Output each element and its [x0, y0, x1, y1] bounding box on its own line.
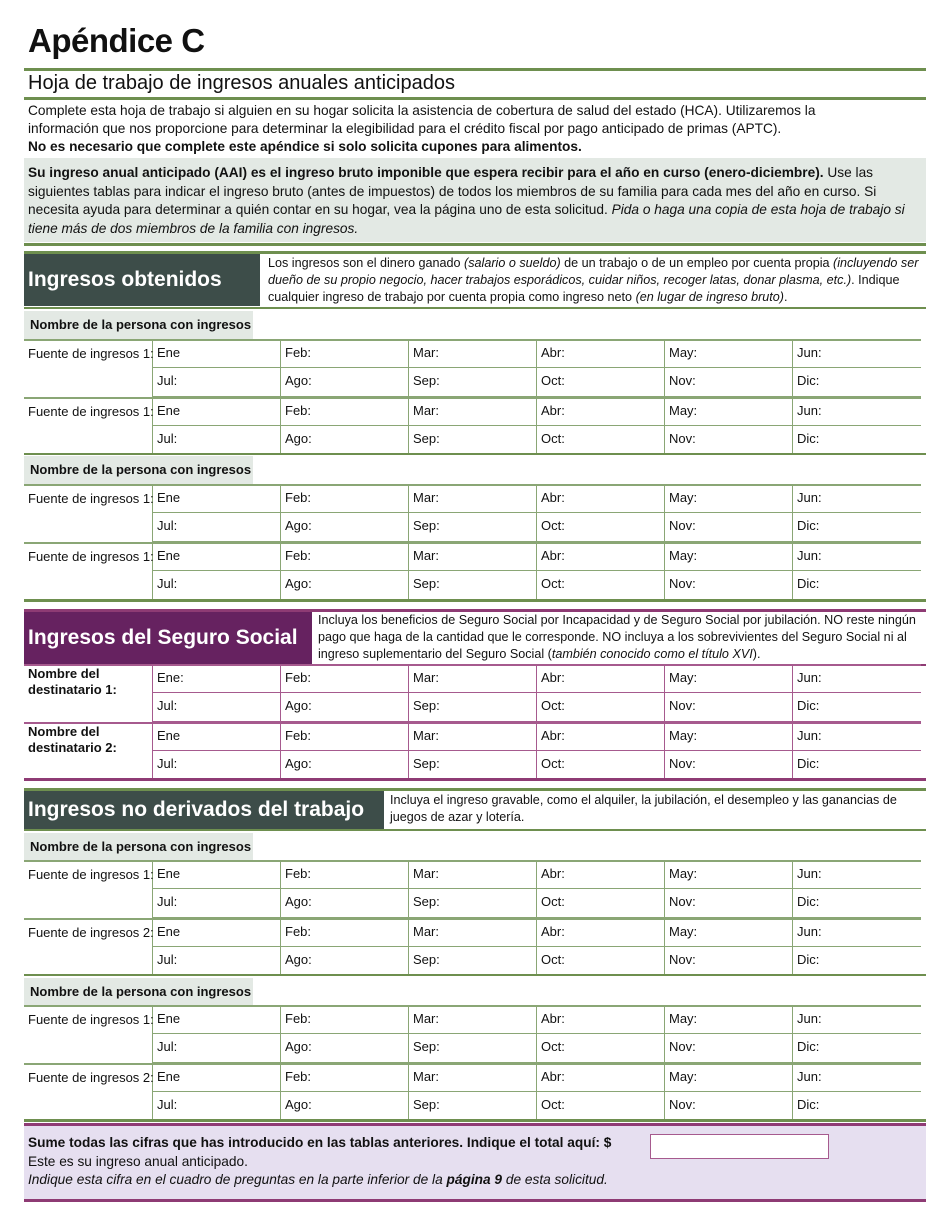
month-field-m6[interactable]: Jun: [797, 924, 822, 939]
month-field-m5[interactable]: May: [669, 670, 698, 685]
month-field-m1[interactable]: Ene: [157, 670, 184, 685]
month-field-m2[interactable]: Feb: [285, 728, 312, 743]
month-field-m5[interactable]: May: [669, 924, 698, 939]
month-field-m2-second-half[interactable]: Ago: [285, 1097, 312, 1112]
month-field-m1[interactable]: Ene [157, 403, 181, 418]
month-field-m4[interactable]: Abr: [541, 403, 565, 418]
month-field-m4-second-half[interactable]: Oct: [541, 576, 565, 591]
source-label: Fuente de ingresos 1: [28, 346, 154, 361]
month-field-m4-second-half[interactable]: Oct: [541, 756, 565, 771]
intro-line-2: información que nos proporcione para determinar la elegibilidad para el crédito fiscal por pago anticipado de primas (APTC). [28, 121, 782, 136]
month-field-m5[interactable]: May: [669, 345, 698, 360]
unearned-header-rule [24, 829, 926, 831]
column-divider [664, 724, 665, 780]
month-field-m5-second-half[interactable]: Nov: [669, 1039, 696, 1054]
month-field-m5[interactable]: May: [669, 490, 698, 505]
total-summary-box [24, 1126, 926, 1199]
month-field-m3[interactable]: Mar: [413, 866, 439, 881]
month-field-m1[interactable]: Ene [157, 490, 181, 505]
column-divider [536, 724, 537, 780]
social-section-title: Ingresos del Seguro Social [24, 612, 312, 664]
month-field-m4[interactable]: Abr: [541, 924, 565, 939]
month-field-m5-second-half[interactable]: Nov: [669, 373, 696, 388]
column-divider [536, 341, 537, 397]
summary-top-rule [24, 1123, 926, 1126]
month-field-m1-second-half[interactable]: Jul: [157, 952, 178, 967]
month-field-m3[interactable]: Mar: [413, 1011, 439, 1026]
column-divider [792, 544, 793, 600]
unearned-description: Incluya el ingreso gravable, como el alquiler, la jubilación, el desempleo y las ganancias de juegos de azar y lotería. [390, 793, 897, 824]
column-divider [408, 399, 409, 455]
column-divider [792, 920, 793, 976]
unearned-person-1-end-rule [24, 974, 926, 976]
month-field-m6[interactable]: Jun: [797, 866, 822, 881]
month-field-m2-second-half[interactable]: Ago: [285, 894, 312, 909]
total-page-reference: Indique esta cifra en el cuadro de preguntas en la parte inferior de la página 9 de esta solicitud. [28, 1172, 608, 1187]
source-label: Fuente de ingresos 2: [28, 1070, 154, 1085]
unearned-person-2-source-2 [24, 1063, 921, 1121]
month-field-m4-second-half[interactable]: Oct: [541, 894, 565, 909]
column-divider [536, 1065, 537, 1121]
intro-line-1: Complete esta hoja de trabajo si alguien en su hogar solicita la asistencia de cobertura de salud del estado (HCA). Utilizaremos la [28, 103, 816, 118]
month-field-m1-second-half[interactable]: Jul: [157, 373, 178, 388]
month-field-m5[interactable]: May: [669, 403, 698, 418]
earned-person-1-source-1 [24, 339, 921, 397]
month-field-m4-second-half[interactable]: Oct: [541, 952, 565, 967]
column-divider [408, 724, 409, 780]
row-top-rule [24, 664, 921, 666]
month-field-m1-second-half[interactable]: Jul: [157, 576, 178, 591]
unearned-section-title: Ingresos no derivados del trabajo [24, 791, 384, 829]
month-field-m1[interactable]: Ene [157, 924, 181, 939]
month-field-m1-second-half[interactable]: Jul: [157, 1039, 178, 1054]
row-top-rule [24, 918, 921, 920]
month-field-m3-second-half[interactable]: Sep: [413, 894, 440, 909]
aai-italic: Pida o haga una copia de esta hoja de trabajo si tiene más de dos miembros de la familia con ingresos. [28, 202, 905, 236]
month-field-m6-second-half[interactable]: Dic: [797, 1097, 820, 1112]
month-field-m3-second-half[interactable]: Sep: [413, 576, 440, 591]
column-divider [664, 862, 665, 918]
month-field-m6[interactable]: Jun: [797, 345, 822, 360]
row-top-rule [24, 397, 921, 399]
month-field-m5[interactable]: May: [669, 1069, 698, 1084]
month-field-m6-second-half[interactable]: Dic: [797, 518, 820, 533]
source-label: Nombre del destinatario 1: [28, 666, 117, 697]
month-field-m2[interactable]: Feb: [285, 924, 312, 939]
earned-header-rule [24, 307, 926, 309]
month-field-m6[interactable]: Jun: [797, 1069, 822, 1084]
month-field-m1-second-half[interactable]: Jul: [157, 1097, 178, 1112]
person-name-label: Nombre de la persona con ingresos [24, 833, 253, 861]
aai-info-box [24, 158, 926, 242]
column-divider [280, 544, 281, 600]
column-divider [408, 486, 409, 542]
source-label: Fuente de ingresos 1: [28, 404, 154, 419]
column-divider [792, 341, 793, 397]
month-field-m4[interactable]: Abr: [541, 548, 565, 563]
aai-bottom-rule [24, 243, 926, 246]
person-name-label: Nombre de la persona con ingresos [24, 978, 253, 1006]
month-field-m2[interactable]: Feb: [285, 490, 312, 505]
column-divider [280, 399, 281, 455]
month-field-m2-second-half[interactable]: Ago: [285, 373, 312, 388]
month-field-m3-second-half[interactable]: Sep: [413, 1097, 440, 1112]
month-field-m2[interactable]: Feb: [285, 548, 312, 563]
month-field-m6[interactable]: Jun: [797, 548, 822, 563]
column-divider [536, 486, 537, 542]
month-field-m2-second-half[interactable]: Ago: [285, 698, 312, 713]
month-field-m6-second-half[interactable]: Dic: [797, 431, 820, 446]
source-label: Fuente de ingresos 1: [28, 549, 154, 564]
month-field-m4[interactable]: Abr: [541, 670, 565, 685]
month-field-m3-second-half[interactable]: Sep: [413, 518, 440, 533]
earned-person-2-source-2 [24, 542, 921, 600]
month-field-m3[interactable]: Mar: [413, 490, 439, 505]
month-field-m6[interactable]: Jun: [797, 1011, 822, 1026]
person-name-label: Nombre de la persona con ingresos [24, 311, 253, 339]
earned-person-2-source-1 [24, 484, 921, 542]
month-field-m6[interactable]: Jun: [797, 670, 822, 685]
column-divider [792, 666, 793, 722]
month-field-m3[interactable]: Mar: [413, 345, 439, 360]
month-field-m5[interactable]: May: [669, 866, 698, 881]
subtitle-rule [24, 97, 926, 100]
column-divider [280, 1007, 281, 1063]
column-divider [792, 1007, 793, 1063]
column-divider [664, 666, 665, 722]
month-field-m6-second-half[interactable]: Dic: [797, 373, 820, 388]
month-field-m1[interactable]: Ene [157, 866, 181, 881]
month-field-m4[interactable]: Abr: [541, 1069, 565, 1084]
month-field-m6-second-half[interactable]: Dic: [797, 894, 820, 909]
source-label: Fuente de ingresos 1: [28, 491, 154, 506]
month-field-m5-second-half[interactable]: Nov: [669, 518, 696, 533]
column-divider [280, 666, 281, 722]
page-subtitle: Hoja de trabajo de ingresos anuales anticipados [28, 72, 455, 94]
column-divider [280, 920, 281, 976]
month-field-m4[interactable]: Abr: [541, 345, 565, 360]
column-divider [536, 862, 537, 918]
earned-section-title: Ingresos obtenidos [24, 254, 260, 306]
month-field-m1[interactable]: Ene [157, 345, 181, 360]
social-description: Incluya los beneficios de Seguro Social por Incapacidad y de Seguro Social por jubilación. NO reste ningún pago que haga de la cantidad que le corresponde. NO incluya a los sobrevivientes del Seguro Social ni al ingreso suplementario del Seguro Social (también conocido como el título XVI). [318, 613, 916, 661]
month-field-m1[interactable]: Ene [157, 728, 181, 743]
month-field-m2-second-half[interactable]: Ago: [285, 431, 312, 446]
month-field-m2[interactable]: Feb: [285, 403, 312, 418]
social-end-rule [24, 778, 926, 781]
column-divider [792, 486, 793, 542]
column-divider [536, 666, 537, 722]
month-field-m4[interactable]: Abr: [541, 866, 565, 881]
page-title: Apéndice C [28, 22, 205, 59]
month-field-m1-second-half[interactable]: Jul: [157, 431, 178, 446]
month-field-m5-second-half[interactable]: Nov: [669, 756, 696, 771]
social-recipient-2 [24, 722, 921, 780]
row-top-rule [24, 484, 921, 486]
column-divider [536, 1007, 537, 1063]
month-field-m3[interactable]: Mar: [413, 728, 439, 743]
column-divider [280, 1065, 281, 1121]
column-divider [664, 486, 665, 542]
month-field-m6[interactable]: Jun: [797, 728, 822, 743]
source-label: Nombre del destinatario 2: [28, 724, 117, 755]
month-field-m2-second-half[interactable]: Ago: [285, 952, 312, 967]
month-field-m4-second-half[interactable]: Oct: [541, 698, 565, 713]
month-field-m4[interactable]: Abr: [541, 1011, 565, 1026]
month-field-m3[interactable]: Mar: [413, 1069, 439, 1084]
month-field-m3-second-half[interactable]: Sep: [413, 756, 440, 771]
column-divider [536, 399, 537, 455]
month-field-m5-second-half[interactable]: Nov: [669, 698, 696, 713]
title-rule [24, 68, 926, 71]
unearned-person-2-source-1 [24, 1005, 921, 1063]
column-divider [792, 724, 793, 780]
column-divider [536, 920, 537, 976]
month-field-m2[interactable]: Feb: [285, 1011, 312, 1026]
column-divider [536, 544, 537, 600]
month-field-m6[interactable]: Jun: [797, 403, 822, 418]
month-field-m2[interactable]: Feb: [285, 866, 312, 881]
social-recipient-1 [24, 664, 921, 722]
row-top-rule [24, 542, 921, 544]
month-field-m2-second-half[interactable]: Ago: [285, 1039, 312, 1054]
month-field-m6-second-half[interactable]: Dic: [797, 952, 820, 967]
column-divider [408, 862, 409, 918]
month-field-m2-second-half[interactable]: Ago: [285, 518, 312, 533]
month-field-m3-second-half[interactable]: Sep: [413, 373, 440, 388]
column-divider [408, 666, 409, 722]
month-field-m4-second-half[interactable]: Oct: [541, 518, 565, 533]
source-label: Fuente de ingresos 1: [28, 1012, 154, 1027]
column-divider [664, 1065, 665, 1121]
month-field-m1[interactable]: Ene [157, 1011, 181, 1026]
month-field-m5-second-half[interactable]: Nov: [669, 952, 696, 967]
intro-bold-line: No es necesario que complete este apéndice si solo solicita cupones para alimentos. [28, 139, 582, 154]
earned-person-1-source-2 [24, 397, 921, 455]
month-field-m6-second-half[interactable]: Dic: [797, 698, 820, 713]
month-field-m5-second-half[interactable]: Nov: [669, 894, 696, 909]
unearned-person-1-source-2 [24, 918, 921, 976]
month-field-m3[interactable]: Mar: [413, 403, 439, 418]
month-field-m2[interactable]: Feb: [285, 1069, 312, 1084]
month-field-m1-second-half[interactable]: Jul: [157, 518, 178, 533]
column-divider [280, 862, 281, 918]
aai-lead: Su ingreso anual anticipado (AAI) es el ingreso bruto imponible que espera recibir para el año en curso (enero-diciembre). [28, 165, 824, 180]
row-top-rule [24, 1063, 921, 1065]
month-field-m6-second-half[interactable]: Dic: [797, 756, 820, 771]
month-field-m5-second-half[interactable]: Nov: [669, 1097, 696, 1112]
row-top-rule [24, 1005, 921, 1007]
total-amount-input[interactable] [650, 1134, 829, 1159]
month-field-m4-second-half[interactable]: Oct: [541, 373, 565, 388]
month-field-m1[interactable]: Ene [157, 1069, 181, 1084]
column-divider [408, 544, 409, 600]
column-divider [280, 724, 281, 780]
month-field-m3[interactable]: Mar: [413, 548, 439, 563]
row-top-rule [24, 722, 921, 724]
column-divider [792, 1065, 793, 1121]
month-field-m2-second-half[interactable]: Ago: [285, 576, 312, 591]
column-divider [792, 862, 793, 918]
month-field-m6[interactable]: Jun: [797, 490, 822, 505]
unearned-end-rule [24, 1119, 926, 1122]
column-divider [664, 341, 665, 397]
month-field-m2[interactable]: Feb: [285, 670, 312, 685]
total-instruction: Sume todas las cifras que has introducido en las tablas anteriores. Indique el total aquí: $ [28, 1135, 612, 1150]
column-divider [792, 399, 793, 455]
month-field-m3[interactable]: Mar: [413, 924, 439, 939]
row-top-rule [24, 339, 921, 341]
total-explanation: Este es su ingreso anual anticipado. [28, 1153, 248, 1169]
month-field-m2-second-half[interactable]: Ago: [285, 756, 312, 771]
month-field-m3-second-half[interactable]: Sep: [413, 698, 440, 713]
column-divider [664, 920, 665, 976]
column-divider [664, 544, 665, 600]
column-divider [152, 724, 153, 780]
month-field-m4[interactable]: Abr: [541, 490, 565, 505]
earned-description: Los ingresos son el dinero ganado (salario o sueldo) de un trabajo o de un empleo por cuenta propia (incluyendo ser dueño de su propio negocio, hacer trabajos esporádicos, cuidar niños, recoger latas, donar plasma, etc.). Indique cualquier ingreso de trabajo por cuenta propia como ingreso neto (en lugar de ingreso bruto). [268, 256, 919, 304]
month-field-m1-second-half[interactable]: Jul: [157, 698, 178, 713]
month-field-m6-second-half[interactable]: Dic: [797, 1039, 820, 1054]
month-field-m3[interactable]: Mar: [413, 670, 439, 685]
month-field-m2[interactable]: Feb: [285, 345, 312, 360]
column-divider [408, 1007, 409, 1063]
summary-bottom-rule [24, 1199, 926, 1202]
source-label: Fuente de ingresos 2: [28, 925, 154, 940]
month-field-m4[interactable]: Abr: [541, 728, 565, 743]
month-field-m5-second-half[interactable]: Nov: [669, 431, 696, 446]
column-divider [664, 399, 665, 455]
month-field-m6-second-half[interactable]: Dic: [797, 576, 820, 591]
column-divider [408, 341, 409, 397]
unearned-person-1-source-1 [24, 860, 921, 918]
column-divider [408, 920, 409, 976]
row-top-rule [24, 860, 921, 862]
column-divider [280, 341, 281, 397]
month-field-m3-second-half[interactable]: Sep: [413, 952, 440, 967]
month-field-m4-second-half[interactable]: Oct: [541, 431, 565, 446]
person-name-label: Nombre de la persona con ingresos [24, 456, 253, 484]
month-field-m5[interactable]: May: [669, 728, 698, 743]
month-field-m5[interactable]: May: [669, 548, 698, 563]
intro-text [28, 102, 918, 156]
month-field-m4-second-half[interactable]: Oct: [541, 1039, 565, 1054]
month-field-m5-second-half[interactable]: Nov: [669, 576, 696, 591]
earned-end-rule [24, 599, 926, 602]
earned-person-1-end-rule [24, 453, 926, 455]
month-field-m1-second-half[interactable]: Jul: [157, 756, 178, 771]
source-label: Fuente de ingresos 1: [28, 867, 154, 882]
aai-body: Use las siguientes tablas para indicar el ingreso bruto (antes de impuestos) de todos los miembros de su familia para cada mes del año en curso. Si necesita ayuda para determinar a quién contar en su hogar, vea la página uno de esta solicitud. [28, 165, 877, 217]
month-field-m1[interactable]: Ene [157, 548, 181, 563]
month-field-m5[interactable]: May: [669, 1011, 698, 1026]
month-field-m3-second-half[interactable]: Sep: [413, 1039, 440, 1054]
month-field-m3-second-half[interactable]: Sep: [413, 431, 440, 446]
column-divider [280, 486, 281, 542]
month-field-m4-second-half[interactable]: Oct: [541, 1097, 565, 1112]
month-field-m1-second-half[interactable]: Jul: [157, 894, 178, 909]
column-divider [408, 1065, 409, 1121]
column-divider [152, 666, 153, 722]
column-divider [664, 1007, 665, 1063]
